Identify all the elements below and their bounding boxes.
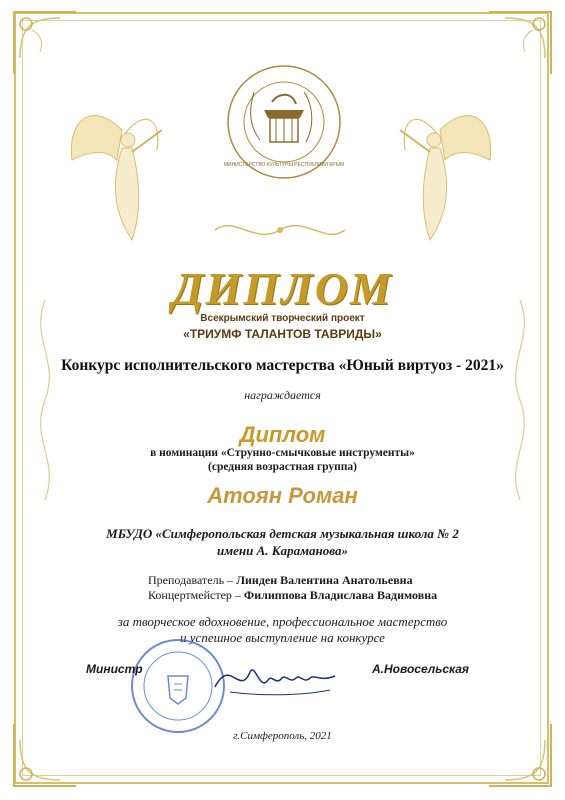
ministry-logo-icon (224, 62, 344, 182)
accompanist-line (148, 588, 488, 603)
teacher-name: Линден Валентина Анатольевна (236, 573, 413, 587)
nomination: в номинации «Струнно-смычковые инструменты» (150, 447, 415, 459)
ornate-corner-icon (485, 8, 555, 78)
minister-label: Министр (86, 662, 143, 676)
minister-name: А.Новосельская (372, 662, 470, 676)
city-date: г.Симферополь, 2021 (233, 730, 332, 742)
praise-line-2: и успешное выступление на конкурсе (180, 630, 385, 645)
praise-line-1: за творческое вдохновение, профессиональное мастерство (117, 614, 448, 629)
contest-name: Конкурс исполнительского мастерства «Юный виртуоз - 2021» (61, 357, 504, 374)
diploma-title: ДИПЛОМ (172, 263, 393, 314)
recipient-name: Атоян Роман (207, 483, 358, 508)
accompanist-name: Филиппова Владислава Вадимовна (243, 588, 438, 602)
angel-icon (380, 90, 500, 250)
flourish-icon (205, 215, 355, 245)
award-type: Диплом (239, 422, 326, 447)
age-group: (средняя возрастная группа) (208, 461, 357, 473)
accompanist-label: Концертмейстер – (148, 588, 244, 602)
school-line-2: имени А. Караманова» (217, 543, 348, 558)
project-name: «ТРИУМФ ТАЛАНТОВ ТАВРИДЫ» (183, 327, 382, 341)
project-label: Всекрымский творческий проект (200, 313, 365, 324)
angel-icon (62, 90, 182, 250)
logo-text: МИНИСТЕРСТВО КУЛЬТУРЫ РЕСПУБЛИКИ КРЫМ (224, 162, 344, 168)
school-line-1: МБУДО «Симферопольская детская музыкальная школа № 2 (106, 526, 459, 541)
awarded-text: награждается (244, 388, 321, 402)
teacher-line (148, 573, 488, 588)
ornate-corner-icon (10, 8, 80, 78)
teacher-label: Преподаватель – (148, 573, 237, 587)
signature-icon (210, 652, 340, 702)
